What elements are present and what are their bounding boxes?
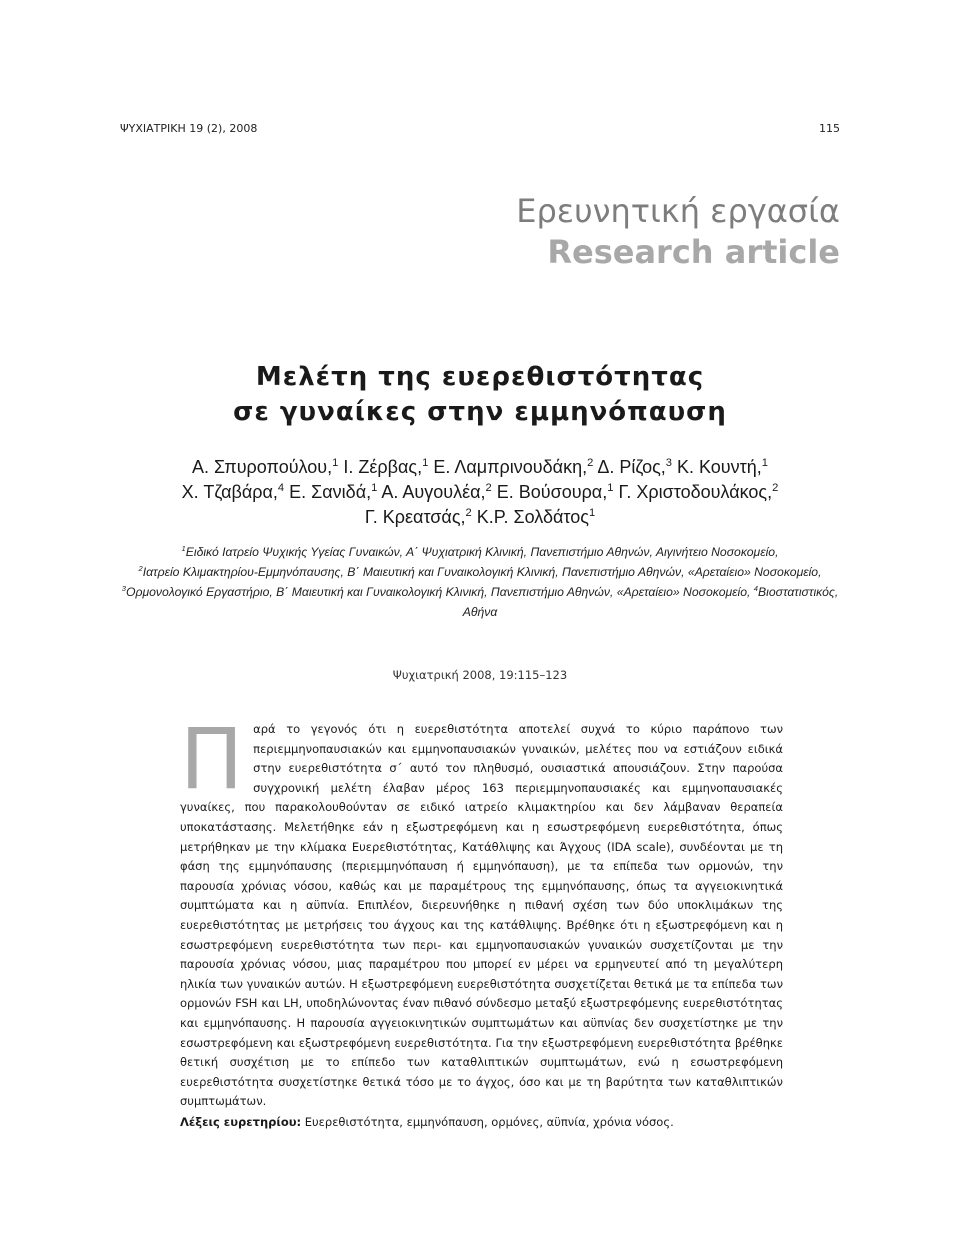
drop-cap: Π <box>180 710 244 808</box>
author: Ε. Σανιδά,$^1$ <box>289 482 378 502</box>
affiliation: $^1$Ειδικό Ιατρείο Ψυχικής Υγείας Γυναικών, Α΄ Ψυχιατρική Κλινική, Πανεπιστήμιο Αθηνών, Αιγινήτειο Νοσοκομείο, <box>181 543 779 559</box>
journal-citation-header: ΨΥΧΙΑΤΡΙΚΗ 19 (2), 2008 <box>120 122 258 135</box>
author-list <box>120 455 840 530</box>
affiliation: $^3$Ορμονολογικό Εργαστήριο, Β΄ Μαιευτική και Γυναικολογική Κλινική, Πανεπιστήμιο Αθηνών, «Αρεταίειο» Νοσοκομείο, <box>121 583 751 599</box>
author: Ι. Ζέρβας,$^1$ <box>343 457 429 477</box>
page-number: 115 <box>819 122 840 135</box>
keywords-text: Ευερεθιστότητα, εμμηνόπαυση, ορμόνες, αϋπνία, χρόνια νόσος. <box>304 1115 674 1129</box>
affiliation: $^4$Βιοστατιστικός, Αθήνα <box>462 583 839 619</box>
author: Δ. Ρίζος,$^3$ <box>597 457 672 477</box>
abstract <box>180 710 783 1112</box>
citation-line: Ψυχιατρική 2008, 19:115–123 <box>392 668 568 682</box>
title-line-1: Μελέτη της ευερεθιστότητας <box>255 362 705 392</box>
article-type <box>516 190 840 272</box>
author: Γ. Χριστοδουλάκος,$^2$ <box>618 482 779 502</box>
keywords <box>180 1115 783 1129</box>
abstract-text: αρά το γεγονός ότι η ευερεθιστότητα αποτελεί συχνά το κύριο παράπονο των περιεμμηνοπαυσιακών και εμμηνοπαυσιακών γυναικών, μελέτες που να εστιάζουν ειδικά στην ευερεθιστότητα σ΄ αυτό τον πληθυσμό, ουσιαστικά απουσιάζουν. Στην παρούσα συγχρονική μελέτη έλαβαν μέρος 163 περιεμμηνοπαυσιακές και εμμηνοπαυσιακές γυναίκες, που παρακολουθούνταν σε ειδικό ιατρείο κλιμακτηρίου και δεν λάμβαναν θεραπεία υποκατάστασης. Μελετήθηκε εάν η εξωστρεφόμενη και η εσωστρεφόμενη ευερεθιστότητα, όπως μετρήθηκαν με την κλίμακα Ευερεθιστότητας, Κατάθλιψης και Άγχους (IDA scale), συνδέονται με τη φάση της εμμηνόπαυσης (περιεμμηνόπαυση ή εμμηνόπαυση), με τα επίπεδα των ορμονών, την παρουσία χρόνιας νόσου, καθώς και με παραμέτρους της εμμηνόπαυσης, όπως τα αγγειοκινητικά συμπτώματα και η αϋπνία. Επιπλέον, διερευνήθηκε η πιθανή σχέση των δύο υποκλιμάκων της ευερεθιστότητας με μετρήσεις του άγχους και της κατάθλιψης. Βρέθηκε ότι η εξωστρεφόμενη και η εσωστρεφόμενη ευερεθιστότητα των περι- και εμμηνοπαυσιακών γυναικών συσχετίζονται με την παρουσία χρόνιας νόσου, μιας παραμέτρου που μπορεί εν μέρει να ερμηνευτεί από τη μεγαλύτερη ηλικία των γυναικών αυτών. Η εξωστρεφόμενη ευερεθιστότητα συσχετίζεται θετικά με τα επίπεδα των ορμονών FSH και LH, υποδηλώνοντας έναν πιθανό σύνδεσμο μεταξύ εξωστρεφόμενης ευερεθιστότητας και εμμηνόπαυσης. Η παρουσία αγγειοκινητικών συμπτωμάτων και αϋπνίας δεν συσχετίστηκε με την εσωστρεφόμενη και εξωστρεφόμενη ευερεθιστότητα. Για την εξωστρεφόμενη ευερεθιστότητα βρέθηκε θετική συσχέτιση με το επίπεδο των καταθλιπτικών συμπτωμάτων, ενώ η εσωστρεφόμενη ευερεθιστότητα συσχετίστηκε θετικά τόσο με το άγχος, όσο και με τη βαρύτητα των καταθλιπτικών συμπτωμάτων. <box>180 722 783 1109</box>
affiliations <box>115 542 845 622</box>
keywords-label: Λέξεις ευρετηρίου: <box>180 1115 302 1129</box>
author: Α. Σπυροπούλου,$^1$ <box>192 457 339 477</box>
author: Ε. Βούσουρα,$^1$ <box>496 482 614 502</box>
author: Χ. Τζαβάρα,$^4$ <box>181 482 285 502</box>
author: Α. Αυγουλέα,$^2$ <box>381 482 492 502</box>
article-type-greek: Ερευνητική εργασία <box>516 192 840 230</box>
article-type-english: Research article <box>547 233 840 271</box>
author: Κ. Κουντή,$^1$ <box>677 457 768 477</box>
author: Κ.Ρ. Σολδάτος$^1$ <box>476 507 596 527</box>
author: Γ. Κρεατσάς,$^2$ <box>364 507 472 527</box>
author: Ε. Λαμπρινουδάκη,$^2$ <box>433 457 594 477</box>
title-line-2: σε γυναίκες στην εμμηνόπαυση <box>233 397 727 427</box>
article-title <box>0 360 960 430</box>
affiliation: $^2$Ιατρείο Κλιμακτηρίου-Εμμηνόπαυσης, Β΄ Μαιευτική και Γυναικολογική Κλινική, Πανεπιστήμιο Αθηνών, «Αρεταίειο» Νοσοκομείο, <box>138 563 822 579</box>
